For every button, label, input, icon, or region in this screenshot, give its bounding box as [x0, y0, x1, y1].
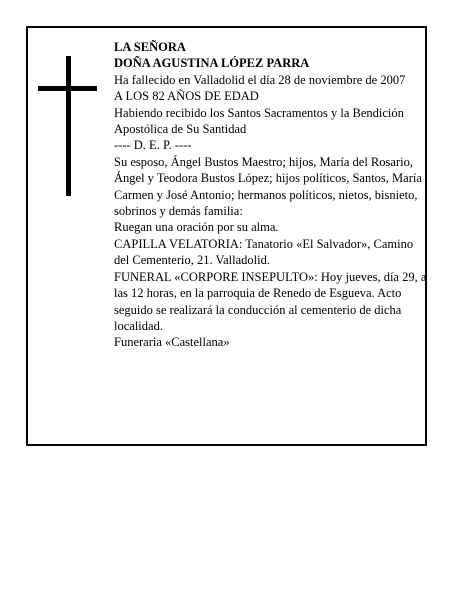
obituary-text-block	[114, 39, 430, 351]
funeral-home-text: Funeraria «Castellana»	[114, 335, 230, 350]
cross-icon-vertical-bar	[66, 56, 71, 196]
death-date-text: Ha fallecido en Valladolid el día 28 de noviembre de 2007	[114, 72, 406, 87]
prayer-request-text: Ruegan una oración por su alma.	[114, 220, 279, 235]
deceased-name: DOÑA AGUSTINA LÓPEZ PARRA	[114, 56, 310, 71]
age-text: A LOS 82 AÑOS DE EDAD	[114, 89, 259, 104]
cross-icon-horizontal-bar	[38, 86, 97, 91]
rip-text: ---- D. E. P. ----	[114, 138, 192, 153]
family-text: Su esposo, Ángel Bustos Maestro; hijos, María del Rosario, Ángel y Teodora Bustos López; hijos políticos, Santos, María Carmen y José Antonio; hermanos políticos, nietos, bisnieto, sobrinos y demás familia:	[114, 154, 422, 219]
funeral-text: FUNERAL «CORPORE INSEPULTO»: Hoy jueves, día 29, a las 12 horas, en la parroquia de Renedo de Esgueva. Acto seguido se realizará la conducción al cementerio de dicha localidad.	[114, 269, 427, 333]
sacraments-text: Habiendo recibido los Santos Sacramentos y la Bendición Apostólica de Su Santidad	[114, 105, 404, 137]
chapel-text: CAPILLA VELATORIA: Tanatorio «El Salvador», Camino del Cementerio, 21. Valladolid.	[114, 236, 414, 268]
notice-heading-title: LA SEÑORA	[114, 40, 186, 54]
